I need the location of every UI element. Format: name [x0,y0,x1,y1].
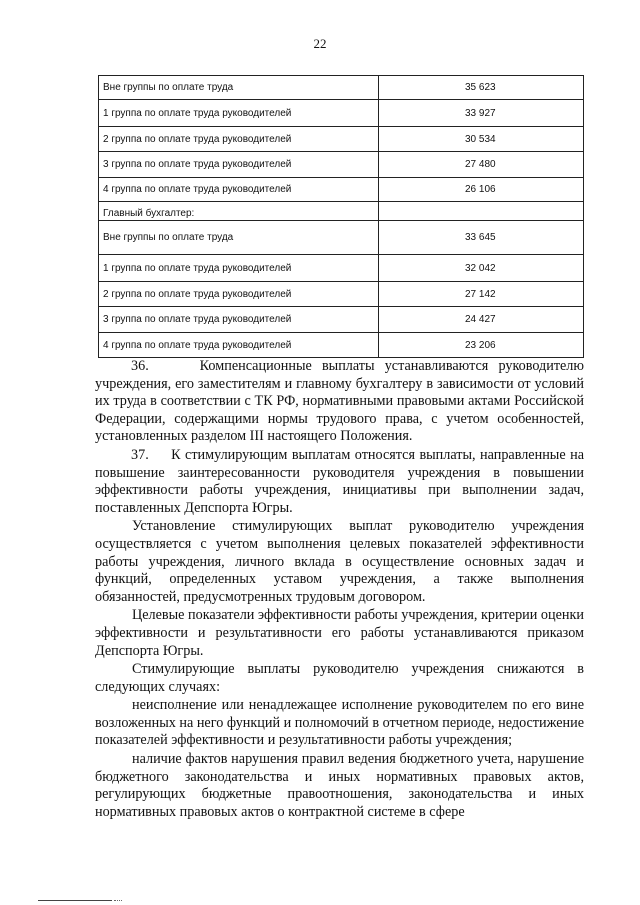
table-row [99,127,584,152]
table-row [99,255,584,282]
row-label: Вне группы по оплате труда [99,221,379,255]
table-row [99,152,584,178]
paragraph-36: 36. Компенсационные выплаты устанавливаются руководителю учреждения, его заместителям и главному бухгалтеру в зависимости от условий их труда в соответствии с ТК РФ, нормативными правовыми актами Российской Федерации, содержащими нормы трудового права, с учетом особенностей, установленных разделом III настоящего Положения. [95,358,584,445]
table-row [99,178,584,202]
row-value: 26 106 [379,178,584,202]
row-value: 27 480 [379,152,584,178]
paragraph-37: 37. К стимулирующим выплатам относятся выплаты, направленные на повышение заинтересованности руководителя учреждения в повышении эффективности работы учреждения, инициативы при выполнении задач, поставленных Депспорта Югры. [95,446,584,516]
row-label: 4 группа по оплате труда руководителей [99,333,379,358]
paragraph: Установление стимулирующих выплат руководителю учреждения осуществляется с учетом выполнения целевых показателей эффективности работы учреждения, личного вклада в осуществление основных задач и функций, определенных уставом учреждения, а также выполнения обязанностей, предусмотренных трудовым договором. [95,518,584,605]
footer-rule-dots [114,900,122,901]
table-row [99,202,584,221]
row-value [379,202,584,221]
salary-table [98,75,584,358]
row-label: 2 группа по оплате труда руководителей [99,282,379,307]
table-row [99,221,584,255]
row-value: 24 427 [379,307,584,333]
table-row [99,76,584,100]
paragraph: неисполнение или ненадлежащее исполнение руководителем по его вине возложенных на него функций и полномочий в отчетном периоде, недостижение показателей эффективности и результативности работы учреждения; [95,697,584,749]
row-label: 3 группа по оплате труда руководителей [99,307,379,333]
row-value: 35 623 [379,76,584,100]
row-label: 4 группа по оплате труда руководителей [99,178,379,202]
paragraph: наличие фактов нарушения правил ведения бюджетного учета, нарушение бюджетного законодательства и иных нормативных правовых актов, регулирующих бюджетные правоотношения, законодательства и иных нормативных правовых актов о контрактной системе в сфере [95,751,584,820]
row-label: 3 группа по оплате труда руководителей [99,152,379,178]
row-value: 27 142 [379,282,584,307]
row-value: 33 927 [379,100,584,127]
paragraph: Целевые показатели эффективности работы учреждения, критерии оценки эффективности и результативности его работы устанавливаются приказом Депспорта Югры. [95,607,584,659]
table-row [99,333,584,358]
paragraph: Стимулирующие выплаты руководителю учреждения снижаются в следующих случаях: [95,661,584,695]
footer-rule [38,900,112,901]
table-row [99,307,584,333]
row-label: Вне группы по оплате труда [99,76,379,100]
row-value: 23 206 [379,333,584,358]
row-value: 32 042 [379,255,584,282]
table-row [99,100,584,127]
row-label: 1 группа по оплате труда руководителей [99,255,379,282]
row-label: 2 группа по оплате труда руководителей [99,127,379,152]
body-text [95,358,584,822]
row-label: 1 группа по оплате труда руководителей [99,100,379,127]
row-label: Главный бухгалтер: [99,202,379,221]
row-value: 33 645 [379,221,584,255]
table-row [99,282,584,307]
page-number: 22 [313,36,327,51]
row-value: 30 534 [379,127,584,152]
